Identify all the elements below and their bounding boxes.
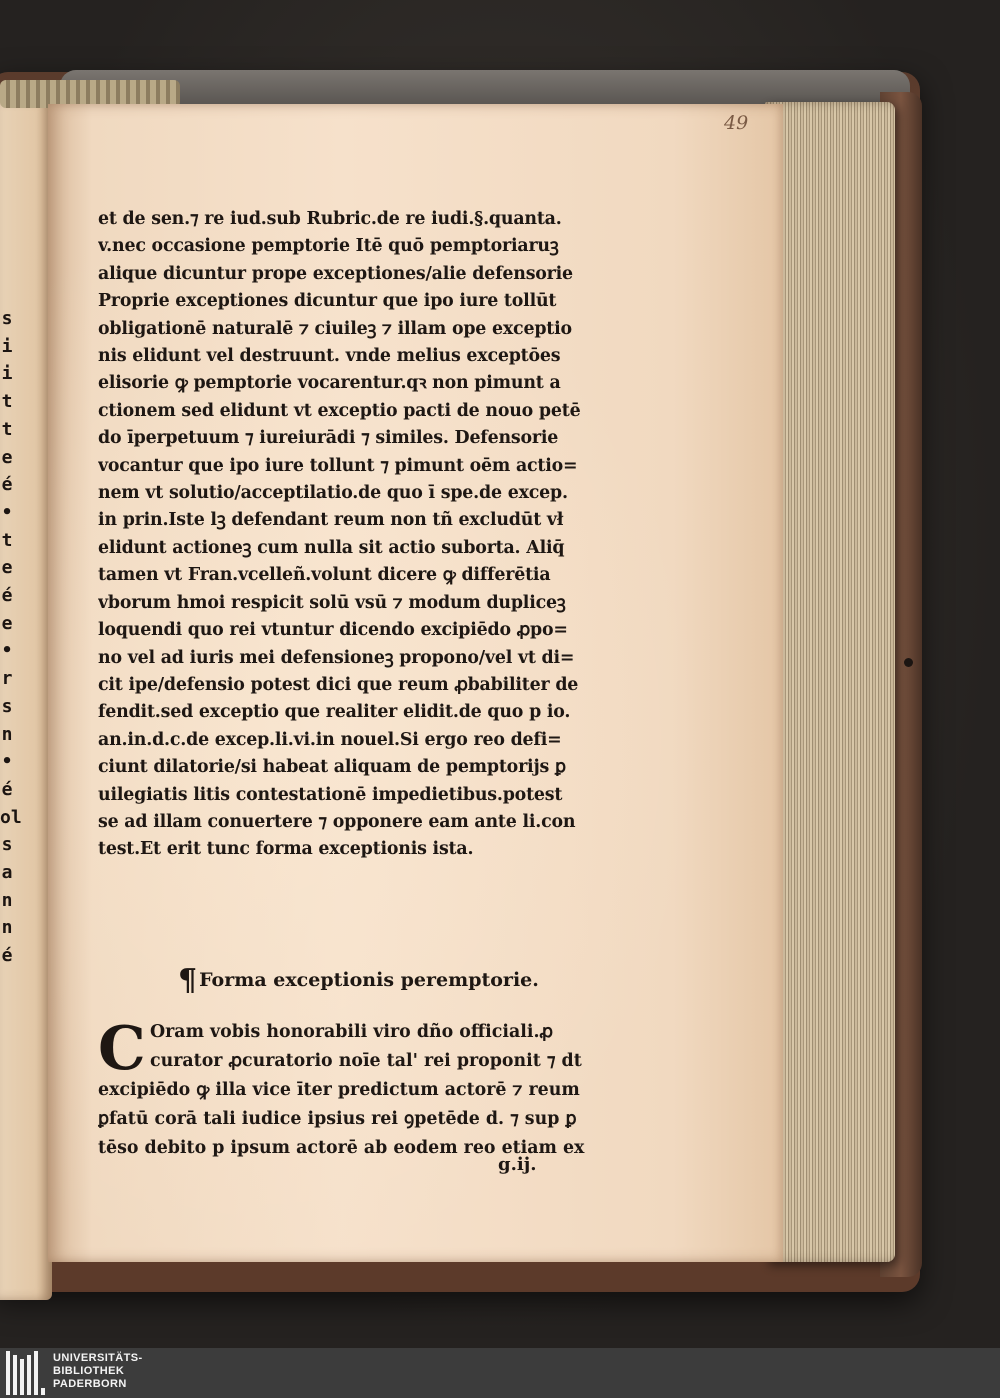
worm-hole — [904, 658, 913, 667]
text-line: no vel ad iuris mei defensioneꝫ propono/vel vt di= — [98, 647, 575, 668]
paragraph-line: curator ꝓcuratorio noīe tal' rei proponit ⁊ dt — [150, 1051, 582, 1071]
left-page-letter: e — [1, 557, 13, 579]
left-page-letter: • — [1, 501, 13, 523]
drop-cap: C — [98, 1014, 146, 1084]
left-page-letter: • — [1, 640, 13, 662]
page-fore-edge — [765, 102, 895, 1262]
left-page-letter: t — [1, 391, 13, 413]
main-text-block — [98, 206, 678, 864]
paragraph-line: Oram vobis honorabili viro dño officiali.ꝓ — [150, 1022, 553, 1042]
left-page — [0, 100, 52, 1300]
text-line: vborum hmoi respicit solū vsū ⁊ modum dupliceꝫ — [98, 592, 566, 613]
footer-bar — [0, 1348, 1000, 1398]
paragraph-line: tēso debito p ipsum actorē ab eodem reo etiam ex — [98, 1138, 585, 1158]
second-paragraph — [98, 1014, 678, 1163]
left-page-letter: é — [1, 778, 13, 800]
pilcrow-mark: ¶ — [178, 963, 198, 998]
text-line: Proprie exceptiones dicuntur que ipo iure tollūt — [98, 291, 557, 312]
left-page-letter: s — [1, 308, 13, 329]
left-page-letter: r — [1, 668, 13, 690]
text-line: vocantur que ipo iure tollunt ⁊ pimunt oēm actio= — [98, 455, 578, 476]
left-page-letters — [0, 305, 22, 970]
paragraph-line: ꝑfatū corā tali iudice ipsius rei ꝯpetēde d. ⁊ sup ꝑ — [98, 1109, 577, 1129]
paragraph-line: excipiēdo ꝙ illa vice īter predictum actorē ⁊ reum — [98, 1080, 580, 1100]
heading-text: Forma exceptionis peremptorie. — [199, 969, 539, 991]
text-line: fendit.sed exceptio que realiter elidit.de quo p io. — [98, 702, 571, 723]
left-page-letter: é — [1, 585, 13, 607]
text-line: cit ipe/defensio potest dici que reum ꝓbabiliter de — [98, 674, 579, 695]
text-line: et de sen.⁊ re iud.sub Rubric.de re iudi.§.quanta. — [98, 209, 562, 229]
left-page-letter: é — [1, 474, 13, 496]
library-name — [53, 1352, 143, 1391]
text-line: an.in.d.c.de excep.li.vi.in nouel.Si ergo reo defi= — [98, 729, 562, 750]
left-page-letter: n — [1, 889, 13, 911]
left-page-letter: s — [1, 834, 13, 856]
left-page-letter: i — [1, 335, 13, 357]
left-page-letter: i — [1, 363, 13, 385]
left-page-letter: n — [1, 917, 13, 939]
signature-mark: g.ij. — [498, 1154, 537, 1175]
second-paragraph-lines — [98, 1014, 678, 1163]
text-line: nem vt solutio/acceptilatio.de quo ī spe.de excep. — [98, 483, 568, 504]
right-page — [48, 104, 783, 1262]
text-line: obligationē naturalē ⁊ ciuileꝫ ⁊ illam ope exceptio — [98, 318, 572, 339]
library-name-line3: PADERBORN — [53, 1378, 127, 1390]
left-page-letter: é — [1, 945, 13, 967]
text-line: do īperpetuum ⁊ iureiurādi ⁊ similes. Defensorie — [98, 428, 559, 449]
text-line: in prin.Iste lꝫ defendant reum non tñ excludūt vł — [98, 510, 564, 531]
text-line: alique dicuntur prope exceptiones/alie defensorie — [98, 263, 573, 284]
text-line: elidunt actioneꝫ cum nulla sit actio suborta. Aliq̄ — [98, 537, 565, 558]
text-line: v.nec occasione pemptorie Itē quō pemptoriaruꝫ — [98, 236, 559, 257]
text-line: ciunt dilatorie/si habeat aliquam de pemptorijs ꝑ — [98, 757, 566, 778]
left-page-letter: a — [1, 862, 13, 884]
text-line: elisorie ꝙ pemptorie vocarentur.qꝛ non pimunt a — [98, 373, 561, 394]
left-page-letter: t — [1, 529, 13, 551]
library-name-line1: UNIVERSITÄTS- — [53, 1352, 143, 1364]
library-logo-icon — [4, 1351, 46, 1395]
text-line: test.Et erit tunc forma exceptionis ista. — [98, 839, 474, 860]
text-line: loquendi quo rei vtuntur dicendo excipiēdo ꝓpo= — [98, 620, 568, 641]
left-page-letter: s — [1, 695, 13, 717]
folio-number: 49 — [724, 112, 749, 134]
section-heading — [178, 963, 539, 998]
left-page-letter: e — [1, 612, 13, 634]
library-name-line2: BIBLIOTHEK — [53, 1365, 125, 1377]
left-page-letter: e — [1, 446, 13, 468]
left-page-letter: ol — [0, 806, 22, 828]
text-line: tamen vt Fran.vcelleñ.volunt dicere ꝙ differētia — [98, 565, 551, 586]
left-page-letter: n — [1, 723, 13, 745]
text-line: uilegiatis litis contestationē impedietibus.potest — [98, 784, 563, 805]
text-line: ctionem sed elidunt vt exceptio pacti de nouo petē — [98, 400, 581, 421]
left-page-letter: t — [1, 418, 13, 440]
text-line: se ad illam conuertere ⁊ opponere eam ante li.con — [98, 811, 576, 832]
text-line: nis elidunt vel destruunt. vnde melius exceptōes — [98, 346, 561, 367]
left-page-letter: • — [1, 751, 13, 773]
